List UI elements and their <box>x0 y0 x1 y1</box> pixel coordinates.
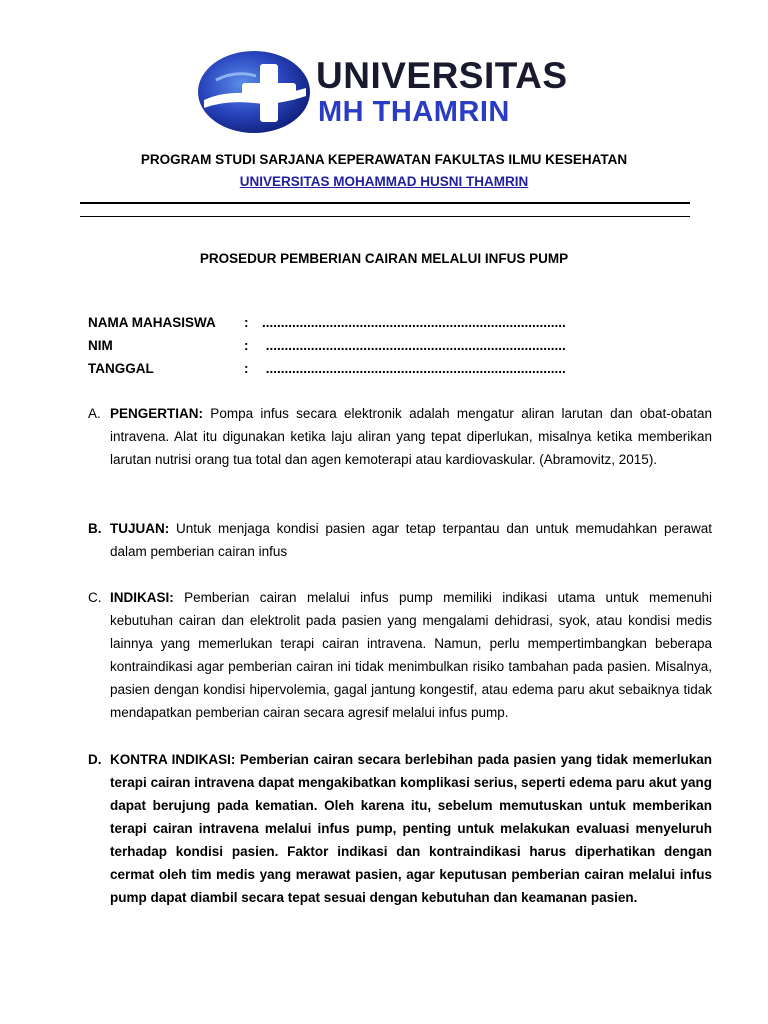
section-pengertian <box>88 402 712 471</box>
section-kontra-indikasi <box>88 748 712 909</box>
logo-text-mh-thamrin: MH THAMRIN <box>318 96 510 128</box>
field-tanggal <box>88 361 566 376</box>
section-text: Pompa infus secara elektronik adalah mengatur aliran larutan dan obat-obatan intravena. Alat itu digunakan ketika laju aliran yang tepat diperlukan, misalnya ketika memberikan larutan nutrisi orang tua total dan agen kemoterapi atau kardiovaskular. (Abramovitz, 2015). <box>110 406 712 467</box>
field-colon: : <box>244 338 249 353</box>
section-heading: TUJUAN: <box>110 521 170 536</box>
document-title: PROSEDUR PEMBERIAN CAIRAN MELALUI INFUS PUMP <box>199 251 569 266</box>
faculty-heading: PROGRAM STUDI SARJANA KEPERAWATAN FAKULTAS ILMU KESEHATAN <box>140 152 628 167</box>
university-logo <box>196 50 576 134</box>
section-marker: C. <box>88 590 102 605</box>
field-value-blank[interactable]: ................................................................................. <box>262 315 566 330</box>
section-marker: D. <box>88 752 102 767</box>
section-text: Pemberian cairan secara berlebihan pada pasien yang tidak memerlukan terapi cairan intravena dapat mengakibatkan komplikasi serius, seperti edema paru akut yang dapat berujung pada kematian. Oleh karena itu, sebelum memutuskan untuk memberikan terapi cairan intravena melalui infus pump, penting untuk melakukan evaluasi menyeluruh terhadap kondisi pasien. Faktor indikasi dan kontraindikasi harus diperhatikan dengan cermat oleh tim medis yang merawat pasien, agar keputusan pemberian cairan melalui infus pump dapat diambil secara tepat sesuai dengan kebutuhan dan keamanan pasien. <box>110 752 713 905</box>
field-label: NIM <box>88 338 113 353</box>
university-emblem-icon <box>196 50 312 134</box>
section-text: Pemberian cairan melalui infus pump memiliki indikasi utama untuk memenuhi kebutuhan cairan dan elektrolit pada pasien yang mengalami dehidrasi, syok, atau kondisi medis lainnya yang memerlukan terapi cairan intravena. Namun, perlu mempertimbangkan beberapa kontraindikasi agar pemberian cairan ini tidak menimbulkan risiko tambahan pada pasien. Misalnya, pasien dengan kondisi hipervolemia, gagal jantung kongestif, atau edema paru akut sebaiknya tidak mendapatkan pemberian cairan secara agresif melalui infus pump. <box>110 590 712 720</box>
logo-text-universitas: UNIVERSITAS <box>316 55 568 96</box>
section-heading: INDIKASI: <box>110 590 174 605</box>
field-value-blank[interactable]: ................................................................................ <box>262 338 566 353</box>
university-name-link[interactable]: UNIVERSITAS MOHAMMAD HUSNI THAMRIN <box>239 174 529 189</box>
header-divider-thick <box>80 202 690 204</box>
field-nama-mahasiswa <box>88 315 566 330</box>
section-marker: B. <box>88 521 102 536</box>
field-value-blank[interactable]: ................................................................................ <box>262 361 566 376</box>
section-heading: PENGERTIAN: <box>110 406 204 421</box>
section-heading: KONTRA INDIKASI: <box>110 752 236 767</box>
section-marker: A. <box>88 406 101 421</box>
field-colon: : <box>244 361 249 376</box>
field-nim <box>88 338 566 353</box>
field-label: NAMA MAHASISWA <box>88 315 216 330</box>
section-text: Untuk menjaga kondisi pasien agar tetap terpantau dan untuk memudahkan perawat dalam pemberian cairan infus <box>110 521 712 559</box>
field-label: TANGGAL <box>88 361 154 376</box>
field-colon: : <box>244 315 249 330</box>
header-divider-thin <box>80 216 690 217</box>
section-indikasi <box>88 586 712 724</box>
section-tujuan <box>88 517 712 563</box>
